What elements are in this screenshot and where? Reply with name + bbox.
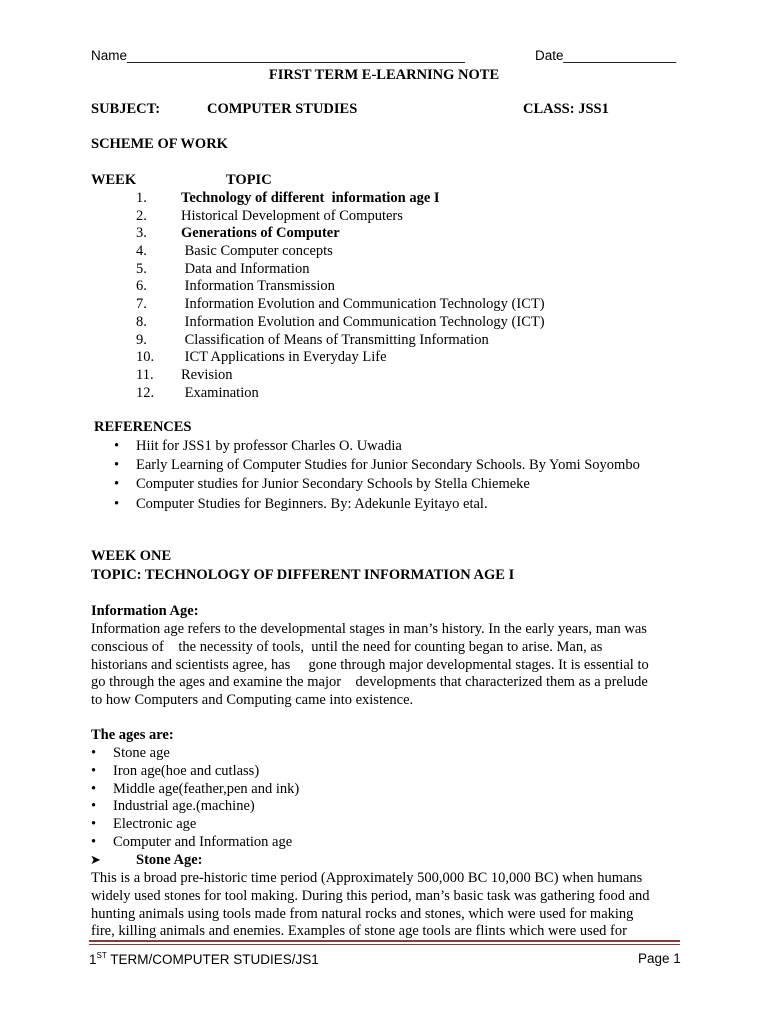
footer-term-rest: TERM/COMPUTER STUDIES/JS1: [106, 952, 319, 967]
scheme-topic: Technology of different information age I: [181, 190, 440, 206]
scheme-row: [0, 207, 768, 225]
reference-text: Early Learning of Computer Studies for Junior Secondary Schools. By Yomi Soyombo: [136, 457, 640, 474]
subject-label: SUBJECT:: [91, 101, 161, 117]
paragraph-line: Information age refers to the developmental stages in man’s history. In the early years, man was: [91, 621, 647, 637]
scheme-row: [0, 348, 768, 366]
bullet-icon: •: [114, 438, 120, 454]
bullet-icon: •: [91, 816, 97, 833]
paragraph-line: hunting animals using tools made from natural rocks and stones, which were used for making: [91, 905, 634, 922]
scheme-week-number: 7.: [136, 296, 147, 313]
paragraph-line: conscious of the necessity of tools, until the need for counting began to arise. Man, as: [91, 638, 603, 655]
scheme-week-number: 9.: [136, 331, 147, 348]
scheme-topic: Revision: [181, 366, 233, 383]
footer-rule-thin: [89, 944, 680, 945]
scheme-week-number: 3.: [136, 225, 147, 242]
bullet-icon: •: [114, 495, 120, 512]
age-item: [0, 780, 768, 798]
footer-rule: [89, 940, 680, 942]
scheme-row: [0, 313, 768, 331]
scheme-week-number: 8.: [136, 313, 147, 330]
stone-age-paragraph: [91, 869, 691, 940]
topic-column-header: TOPIC: [226, 172, 272, 188]
bullet-icon: •: [91, 762, 97, 779]
footer-term-label: [89, 951, 319, 967]
reference-item: [0, 456, 768, 475]
age-text: Stone age: [113, 745, 170, 761]
reference-text: Hiit for JSS1 by professor Charles O. Uwadia: [136, 438, 402, 454]
information-age-heading: Information Age:: [91, 603, 199, 619]
scheme-topic: Information Transmission: [181, 278, 335, 295]
week-column-header: WEEK: [91, 172, 137, 188]
scheme-row: [0, 366, 768, 384]
stone-age-heading: Stone Age:: [136, 852, 203, 868]
scheme-week-number: 2.: [136, 207, 147, 224]
information-age-paragraph: [91, 620, 691, 709]
bullet-icon: •: [91, 798, 97, 815]
age-text: Iron age(hoe and cutlass): [113, 762, 260, 779]
paragraph-line: go through the ages and examine the major developments that characterized them as a prelude: [91, 674, 648, 691]
references-heading: REFERENCES: [94, 419, 192, 435]
footer-page-number: Page 1: [638, 951, 681, 966]
scheme-week-number: 12.: [136, 384, 155, 401]
ages-list: [0, 744, 768, 851]
reference-item: [0, 475, 768, 494]
age-item: [0, 815, 768, 833]
age-text: Electronic age: [113, 816, 197, 833]
scheme-row: [0, 189, 768, 207]
scheme-row: [0, 242, 768, 260]
reference-item: [0, 495, 768, 514]
date-field-line: Date_______________: [535, 48, 677, 63]
week-one-heading: WEEK ONE: [91, 548, 172, 564]
scheme-topic: Historical Development of Computers: [181, 207, 403, 224]
scheme-topic: Basic Computer concepts: [181, 243, 333, 260]
scheme-row: [0, 295, 768, 313]
bullet-icon: •: [91, 745, 97, 761]
note-title: FIRST TERM E-LEARNING NOTE: [268, 67, 500, 83]
scheme-topic: Generations of Computer: [181, 225, 340, 242]
age-item: [0, 797, 768, 815]
scheme-row: [0, 224, 768, 242]
age-item: [0, 744, 768, 762]
references-list: [0, 437, 768, 514]
scheme-week-number: 11.: [136, 366, 154, 383]
scheme-week-number: 10.: [136, 349, 155, 366]
scheme-topic: Classification of Means of Transmitting Information: [181, 331, 489, 348]
paragraph-line: to how Computers and Computing came into existence.: [91, 692, 414, 709]
class-label: CLASS: JSS1: [523, 101, 609, 117]
bullet-icon: •: [114, 476, 120, 493]
subject-value: COMPUTER STUDIES: [207, 101, 358, 117]
scheme-topic: Data and Information: [181, 260, 310, 277]
bullet-icon: •: [91, 833, 97, 850]
scheme-topic: Information Evolution and Communication Technology (ICT): [181, 313, 545, 330]
scheme-list: [0, 189, 768, 401]
reference-text: Computer studies for Junior Secondary Schools by Stella Chiemeke: [136, 476, 530, 493]
reference-item: [0, 437, 768, 456]
scheme-topic: ICT Applications in Everyday Life: [181, 349, 387, 366]
scheme-week-number: 4.: [136, 243, 147, 260]
arrow-bullet-icon: ➤: [90, 852, 101, 867]
age-text: Middle age(feather,pen and ink): [113, 780, 300, 797]
footer-term-sup: ST: [96, 951, 107, 960]
paragraph-line: historians and scientists agree, has gone through major developmental stages. It is essential to: [91, 656, 649, 673]
scheme-row: [0, 331, 768, 349]
age-item: [0, 762, 768, 780]
scheme-week-number: 6.: [136, 278, 147, 295]
scheme-row: [0, 384, 768, 402]
footer-term-num: 1: [89, 952, 97, 967]
age-text: Computer and Information age: [113, 833, 293, 850]
name-field-line: Name_____________________________________________: [91, 48, 465, 63]
scheme-topic: Examination: [181, 384, 259, 401]
paragraph-line: widely used stones for tool making. During this period, man’s basic task was gathering food and: [91, 887, 650, 904]
scheme-week-number: 5.: [136, 260, 147, 277]
paragraph-line: This is a broad pre-historic time period (Approximately 500,000 BC 10,000 BC) when humans: [91, 870, 643, 886]
bullet-icon: •: [114, 457, 120, 474]
scheme-week-number: 1.: [136, 190, 147, 206]
age-text: Industrial age.(machine): [113, 798, 255, 815]
week-one-topic: TOPIC: TECHNOLOGY OF DIFFERENT INFORMATION AGE I: [91, 567, 515, 583]
scheme-row: [0, 277, 768, 295]
bullet-icon: •: [91, 780, 97, 797]
age-item: [0, 833, 768, 851]
scheme-heading: SCHEME OF WORK: [91, 136, 228, 152]
reference-text: Computer Studies for Beginners. By: Adekunle Eyitayo etal.: [136, 495, 488, 512]
paragraph-line: fire, killing animals and enemies. Examples of stone age tools are flints which were used for: [91, 923, 627, 940]
ages-heading: The ages are:: [91, 727, 174, 743]
scheme-topic: Information Evolution and Communication Technology (ICT): [181, 296, 545, 313]
scheme-row: [0, 260, 768, 278]
